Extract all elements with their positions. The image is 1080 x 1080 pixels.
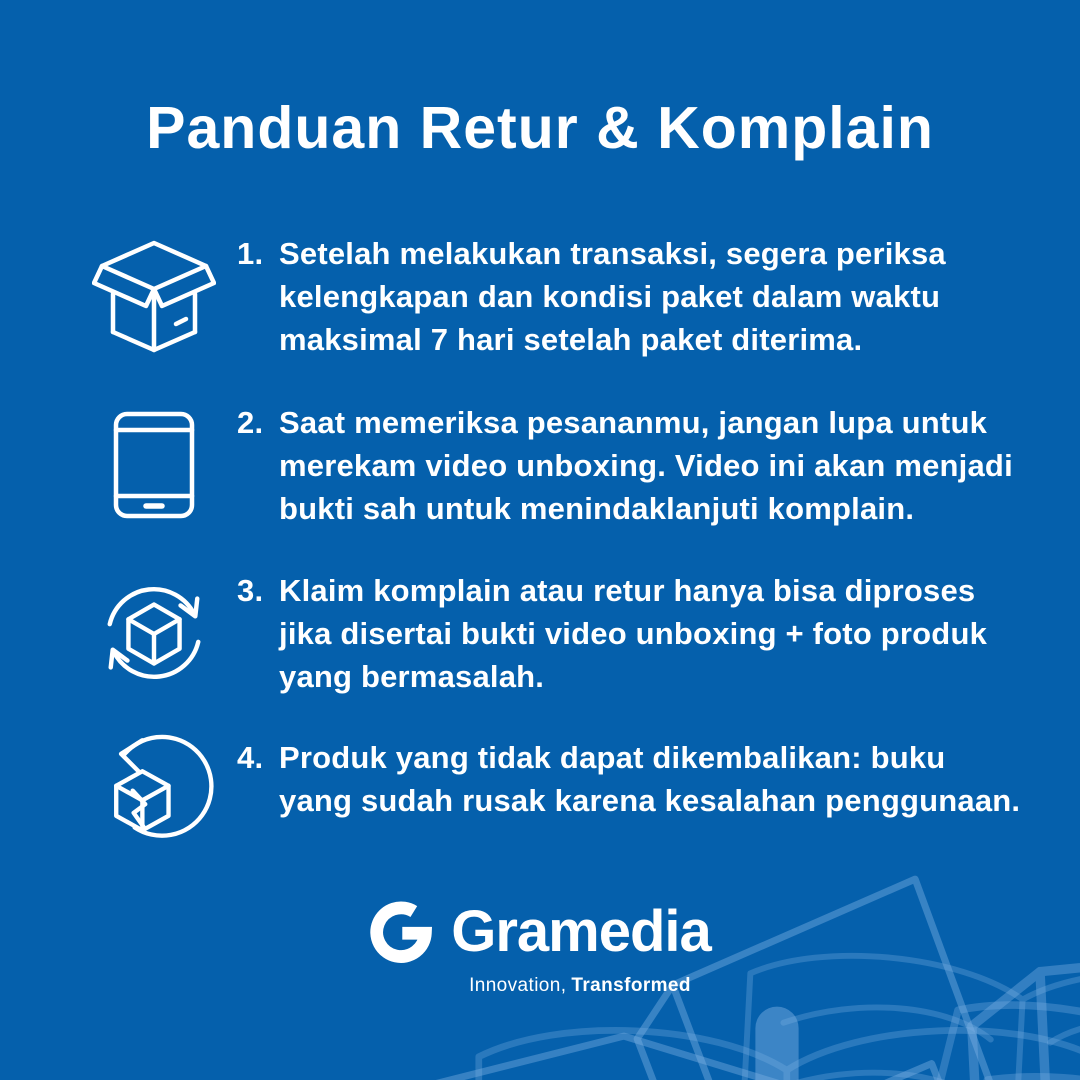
tagline-bold: Transformed <box>571 974 691 996</box>
item-text: 1. Setelah melakukan transaksi, segera periksa kelengkapan dan kondisi paket dalam waktu maksimal 7 hari setelah paket diterima. <box>237 232 946 361</box>
brand-tagline <box>40 975 1080 997</box>
guideline-item <box>88 378 1028 552</box>
item-number: 4. <box>237 740 264 775</box>
brand-footer <box>0 898 1080 997</box>
item-number: 2. <box>237 404 264 440</box>
open-box-icon <box>88 239 220 353</box>
item-text: 3. Klaim komplain atau retur hanya bisa diproses jika disertai bukti video unboxing + foto produk yang bermasalah. <box>237 569 987 698</box>
guideline-item <box>88 209 1028 383</box>
brand-wordmark: Gramedia <box>451 899 711 964</box>
page-title: Panduan Retur & Komplain <box>146 95 934 161</box>
smartphone-icon <box>88 410 220 520</box>
item-number: 3. <box>237 572 264 608</box>
tagline-regular: Innovation, <box>469 974 567 996</box>
item-text: 2. Saat memeriksa pesananmu, jangan lupa untuk merekam video unboxing. Video ini akan menjadi bukti sah untuk menindaklanjuti komplain. <box>237 401 1013 530</box>
item-number: 1. <box>237 235 264 271</box>
sync-cube-icon <box>88 574 220 692</box>
gramedia-logo <box>369 898 711 965</box>
return-box-icon <box>88 716 220 842</box>
gramedia-g-icon <box>369 900 433 964</box>
item-text: 4. Produk yang tidak dapat dikembalikan: buku yang sudah rusak karena kesalahan penggunaan. <box>237 736 1020 822</box>
guideline-item <box>88 692 1028 866</box>
